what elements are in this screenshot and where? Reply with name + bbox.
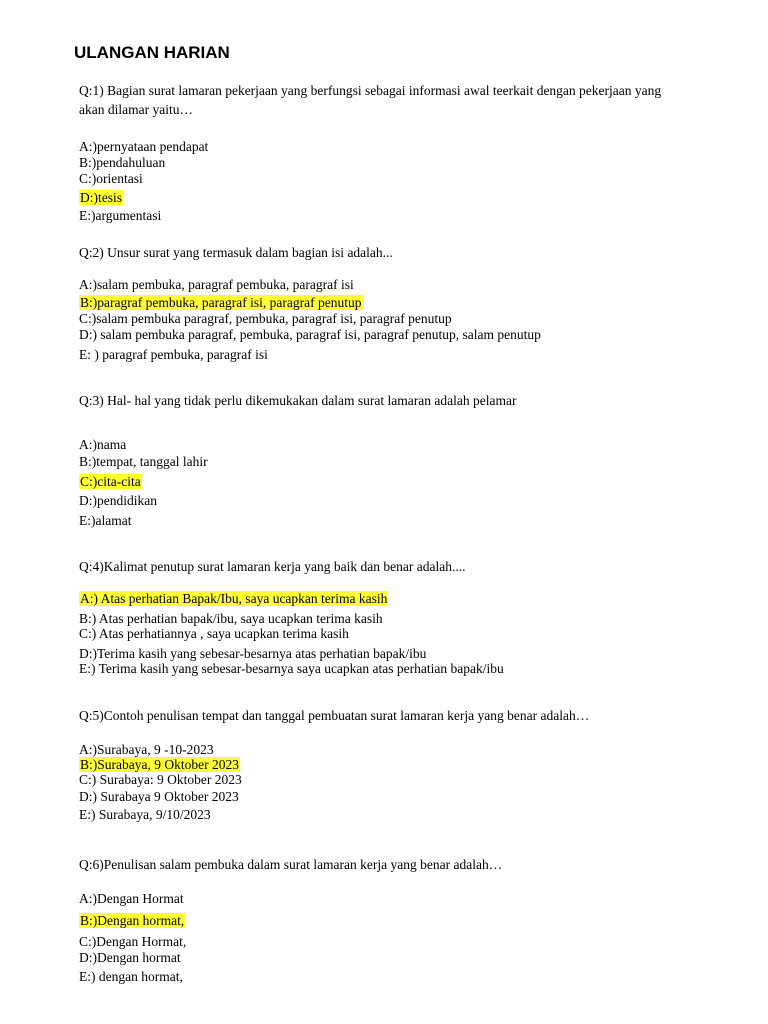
- answer-highlight: C:)cita-cita: [80, 474, 141, 489]
- q4-option-b: B:) Atas perhatian bapak/ibu, saya ucapkan terima kasih: [79, 611, 383, 626]
- q3-option-d: D:)pendidikan: [79, 493, 157, 508]
- q6-option-c: C:)Dengan Hormat,: [79, 934, 187, 949]
- page-title: ULANGAN HARIAN: [74, 43, 230, 62]
- answer-highlight: B:)paragraf pembuka, paragraf isi, paragraf penutup: [80, 295, 362, 310]
- q5-option-b-answer: [79, 757, 240, 773]
- question-6: Q:6)Penulisan salam pembuka dalam surat lamaran kerja yang benar adalah…: [79, 857, 503, 872]
- q1-option-a: A:)pernyataan pendapat: [79, 139, 209, 154]
- q1-option-c: C:)orientasi: [79, 171, 143, 186]
- q2-option-d: D:) salam pembuka paragraf, pembuka, paragraf isi, paragraf penutup, salam penutup: [79, 327, 541, 342]
- q3-option-e: E:)alamat: [79, 513, 132, 528]
- q2-option-b-answer: [79, 295, 363, 311]
- q6-option-b-answer: [79, 913, 185, 929]
- q4-option-e: E:) Terima kasih yang sebesar-besarnya saya ucapkan atas perhatian bapak/ibu: [79, 661, 504, 676]
- q4-option-c: C:) Atas perhatiannya , saya ucapkan terima kasih: [79, 626, 349, 641]
- q3-option-c-answer: [79, 474, 142, 490]
- q4-option-d: D:)Terima kasih yang sebesar-besarnya atas perhatian bapak/ibu: [79, 646, 427, 661]
- q2-option-a: A:)salam pembuka, paragraf pembuka, paragraf isi: [79, 277, 354, 292]
- q5-option-a: A:)Surabaya, 9 -10-2023: [79, 742, 214, 757]
- q2-option-c: C:)salam pembuka paragraf, pembuka, paragraf isi, paragraf penutup: [79, 311, 452, 326]
- question-4: Q:4)Kalimat penutup surat lamaran kerja yang baik dan benar adalah....: [79, 559, 466, 574]
- q6-option-d: D:)Dengan hormat: [79, 950, 181, 965]
- q5-option-c: C:) Surabaya: 9 Oktober 2023: [79, 772, 242, 787]
- answer-highlight: B:)Surabaya, 9 Oktober 2023: [80, 757, 239, 772]
- q1-option-d-answer: [79, 190, 123, 206]
- q3-option-b: B:)tempat, tanggal lahir: [79, 454, 208, 469]
- answer-highlight: D:)tesis: [80, 190, 122, 205]
- q3-option-a: A:)nama: [79, 437, 127, 452]
- q2-option-e: E: ) paragraf pembuka, paragraf isi: [79, 347, 268, 362]
- q6-option-e: E:) dengan hormat,: [79, 969, 183, 984]
- q1-option-e: E:)argumentasi: [79, 208, 162, 223]
- q1-option-b: B:)pendahuluan: [79, 155, 166, 170]
- q5-option-d: D:) Surabaya 9 Oktober 2023: [79, 789, 239, 804]
- question-2: Q:2) Unsur surat yang termasuk dalam bagian isi adalah...: [79, 245, 393, 260]
- q5-option-e: E:) Surabaya, 9/10/2023: [79, 807, 211, 822]
- question-3: Q:3) Hal- hal yang tidak perlu dikemukakan dalam surat lamaran adalah pelamar: [79, 393, 517, 408]
- question-1: Q:1) Bagian surat lamaran pekerjaan yang berfungsi sebagai informasi awal teerkait dengan pekerjaan yang akan dilamar yaitu…: [79, 83, 662, 117]
- answer-highlight: B:)Dengan hormat,: [80, 913, 185, 928]
- question-5: Q:5)Contoh penulisan tempat dan tanggal pembuatan surat lamaran kerja yang benar adalah…: [79, 708, 590, 723]
- answer-highlight: A:) Atas perhatian Bapak/Ibu, saya ucapkan terima kasih: [80, 591, 388, 606]
- q6-option-a: A:)Dengan Hormat: [79, 891, 184, 906]
- q4-option-a-answer: [79, 591, 388, 607]
